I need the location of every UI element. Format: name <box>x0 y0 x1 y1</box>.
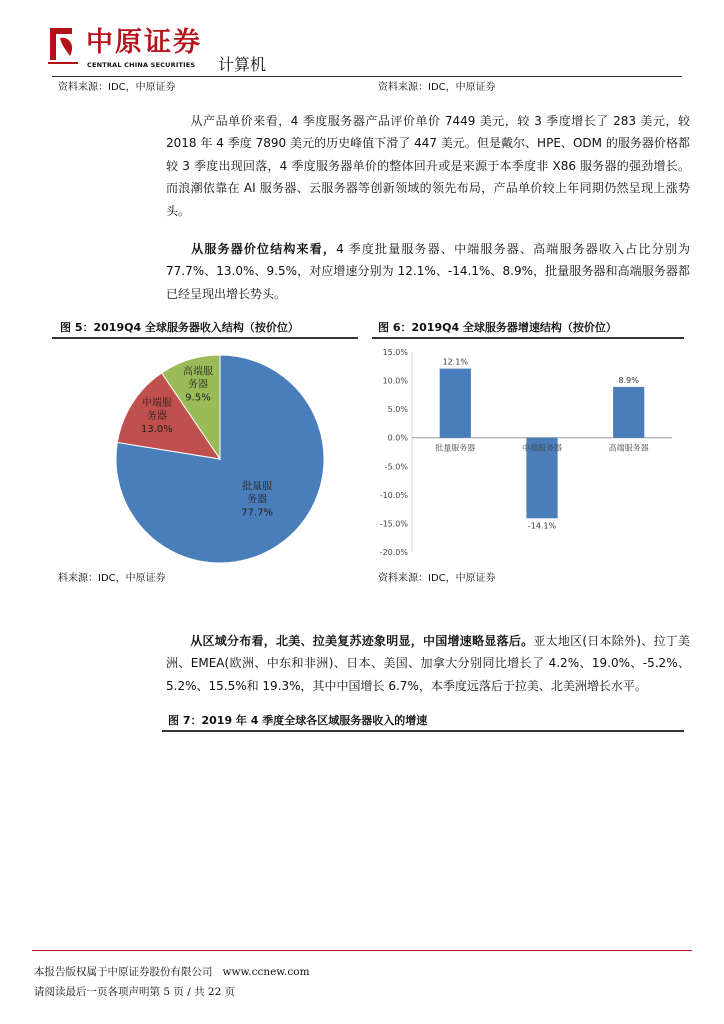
pie-category-label: 批量服 <box>242 481 273 493</box>
pie-category-label: 高端服 <box>183 366 213 378</box>
paragraph-regional-lead: 从区域分布看，北美、拉美复苏迹象明显，中国增速略显落后。 <box>190 634 534 648</box>
x-category-label: 批量服务器 <box>435 443 476 453</box>
pie-category-label: 务器 <box>188 379 208 391</box>
footer-divider <box>32 950 692 951</box>
y-tick-label: 10.0% <box>382 376 408 386</box>
paragraph-unit-price-text: 从产品单价来看，4 季度服务器产品评价单价 7449 美元，较 3 季度增长了 283 美元，较 2018 年 4 季度 7890 美元的历史峰值下滑了 447 美元。但是戴尔、HPE、ODM 的服务器价格都较 3 季度出现回落，4 季度服务器单价的整体回升或是来源于本季度非 X86 服务器的强劲增长。而浪潮依靠在 AI 服务器、云服务器等创新领域的领先布局，产品单价较上年同期仍然呈现上涨势头。 <box>166 114 690 218</box>
figure-5-title: 图 5：2019Q4 全球服务器收入结构（按价位） <box>60 321 299 334</box>
pie-value-label: 9.5% <box>185 392 211 404</box>
footer-disclaimer: 请阅读最后一页各项声明 <box>34 986 150 998</box>
pie-category-label: 务器 <box>146 410 167 422</box>
bar <box>440 369 471 438</box>
company-name-cn: 中原证券 <box>86 27 202 58</box>
source-note-bottom-left: 料来源：IDC，中原证券 <box>58 573 166 584</box>
pie-category-label: 中端服 <box>141 397 172 409</box>
bar <box>613 387 644 438</box>
x-category-label: 中端服务器 <box>522 443 562 453</box>
y-tick-label: -5.0% <box>384 462 408 472</box>
source-note-top-left: 资料来源：IDC，中原证券 <box>58 82 176 93</box>
y-tick-label: 15.0% <box>382 348 408 357</box>
pie-category-label: 务器 <box>247 494 268 506</box>
company-logo-icon <box>46 22 80 66</box>
footer-page-sep: / <box>187 986 191 998</box>
figure-7-title: 图 7：2019 年 4 季度全球各区域服务器收入的增速 <box>168 714 428 727</box>
source-note-top-right: 资料来源：IDC，中原证券 <box>378 82 496 93</box>
figure-7-rule <box>162 730 684 732</box>
figure-5-rule <box>52 337 358 339</box>
bar-value-label: -14.1% <box>527 521 557 531</box>
figure-6-title: 图 6：2019Q4 全球服务器增速结构（按价位） <box>378 321 617 334</box>
footer-page-current: 第 5 页 <box>149 986 184 998</box>
paragraph-price-structure <box>166 238 690 305</box>
pie-chart <box>100 340 340 570</box>
bar-value-label: 12.1% <box>442 357 469 367</box>
y-tick-label: 0.0% <box>387 433 408 443</box>
footer-page-line <box>34 985 235 999</box>
source-note-bottom-right: 资料来源：IDC，中原证券 <box>378 573 496 584</box>
bar-value-label: 8.9% <box>618 375 639 385</box>
paragraph-regional <box>166 630 690 697</box>
paragraph-unit-price <box>166 110 690 222</box>
y-tick-label: 5.0% <box>387 405 408 415</box>
sector-label: 计算机 <box>218 55 267 74</box>
footer-copyright: 本报告版权属于中原证券股份有限公司 <box>34 966 213 978</box>
y-tick-label: -15.0% <box>379 519 408 529</box>
y-tick-label: -20.0% <box>379 548 408 557</box>
figure-6-rule <box>372 337 684 339</box>
pie-value-label: 13.0% <box>141 423 173 435</box>
y-tick-label: -10.0% <box>379 490 408 500</box>
footer-website-link[interactable]: www.ccnew.com <box>222 966 310 978</box>
footer-page-total: 共 22 页 <box>194 986 236 998</box>
bar-chart <box>372 342 682 567</box>
paragraph-price-structure-lead: 从服务器价位结构来看， <box>190 242 337 256</box>
paragraph-regional-text: 亚太地区(日本除外)、拉丁美洲、EMEA(欧洲、中东和非洲)、日本、美国、加拿大分别同比增长了 4.2%、19.0%、-5.2%、5.2%、15.5%和 19.3%，其中中国增长 6.7%，本季度远落后于拉美、北美洲增长水平。 <box>166 634 690 693</box>
company-name-en: CENTRAL CHINA SECURITIES <box>87 61 196 69</box>
header-divider <box>52 76 682 77</box>
paragraph-price-structure-text: 4 季度批量服务器、中端服务器、高端服务器收入占比分别为 77.7%、13.0%、9.5%，对应增速分别为 12.1%、-14.1%、8.9%，批量服务器和高端服务器都已经呈现出增长势头。 <box>166 242 690 301</box>
pie-value-label: 77.7% <box>241 507 273 519</box>
x-category-label: 高端服务器 <box>608 443 649 453</box>
footer-copyright-line <box>34 965 310 979</box>
